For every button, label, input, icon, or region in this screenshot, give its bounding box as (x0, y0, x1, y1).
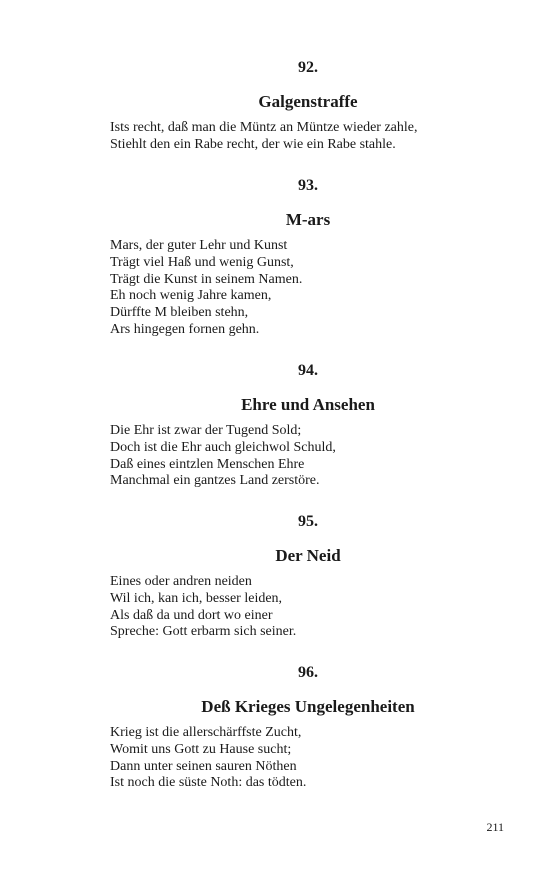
poem-title: M-ars (285, 210, 331, 229)
verse-line: Dürffte M bleiben stehn, (110, 305, 249, 321)
poem-verse (110, 423, 506, 490)
poem-94 (110, 361, 506, 490)
verse-line: Eh noch wenig Jahre kamen, (110, 288, 272, 304)
poem-92 (110, 58, 506, 154)
verse-line: Stiehlt den ein Rabe recht, der wie ein Rabe stahle. (110, 136, 396, 152)
verse-line: Eines oder andren neiden (110, 574, 252, 589)
verse-line: Mars, der guter Lehr und Kunst (110, 238, 288, 253)
poem-number: 92. (298, 59, 318, 76)
verse-line: Ars hingegen fornen gehn. (110, 321, 260, 337)
verse-line: Wil ich, kan ich, besser leiden, (110, 590, 283, 606)
verse-line: Spreche: Gott erbarm sich seiner. (110, 624, 297, 640)
verse-line: Womit uns Gott zu Hause sucht; (110, 741, 292, 757)
poem-title: Der Neid (275, 546, 341, 565)
verse-line: Trägt die Kunst in seinem Namen. (110, 271, 303, 287)
poem-title: Ehre und Ansehen (241, 395, 375, 414)
verse-line: Als daß da und dort wo einer (110, 607, 273, 623)
poem-number: 94. (298, 362, 318, 379)
poem-verse (110, 574, 506, 641)
verse-line: Krieg ist die allerschärffste Zucht, (110, 725, 302, 740)
poem-93 (110, 176, 506, 339)
verse-line: Die Ehr ist zwar der Tugend Sold; (110, 423, 302, 438)
verse-line: Ists recht, daß man die Müntz an Müntze wieder zahle, (110, 120, 418, 135)
verse-line: Trägt viel Haß und wenig Gunst, (110, 254, 294, 270)
poem-number: 93. (298, 177, 318, 194)
poem-verse (110, 120, 506, 154)
poem-95 (110, 512, 506, 641)
poem-number: 95. (298, 513, 318, 530)
poem-verse (110, 238, 506, 339)
verse-line: Daß eines eintzlen Menschen Ehre (110, 456, 305, 472)
verse-line: Manchmal ein gantzes Land zerstöre. (110, 473, 320, 489)
poem-title: Deß Krieges Ungelegenheiten (201, 697, 415, 716)
poem-verse (110, 725, 506, 792)
page-number: 211 (486, 820, 504, 834)
verse-line: Doch ist die Ehr auch gleichwol Schuld, (110, 439, 336, 455)
poem-title: Galgenstraffe (258, 92, 358, 111)
verse-line: Dann unter seinen sauren Nöthen (110, 758, 297, 774)
verse-line: Ist noch die süste Noth: das tödten. (110, 775, 307, 791)
poem-96 (110, 663, 506, 792)
poem-number: 96. (298, 664, 318, 681)
